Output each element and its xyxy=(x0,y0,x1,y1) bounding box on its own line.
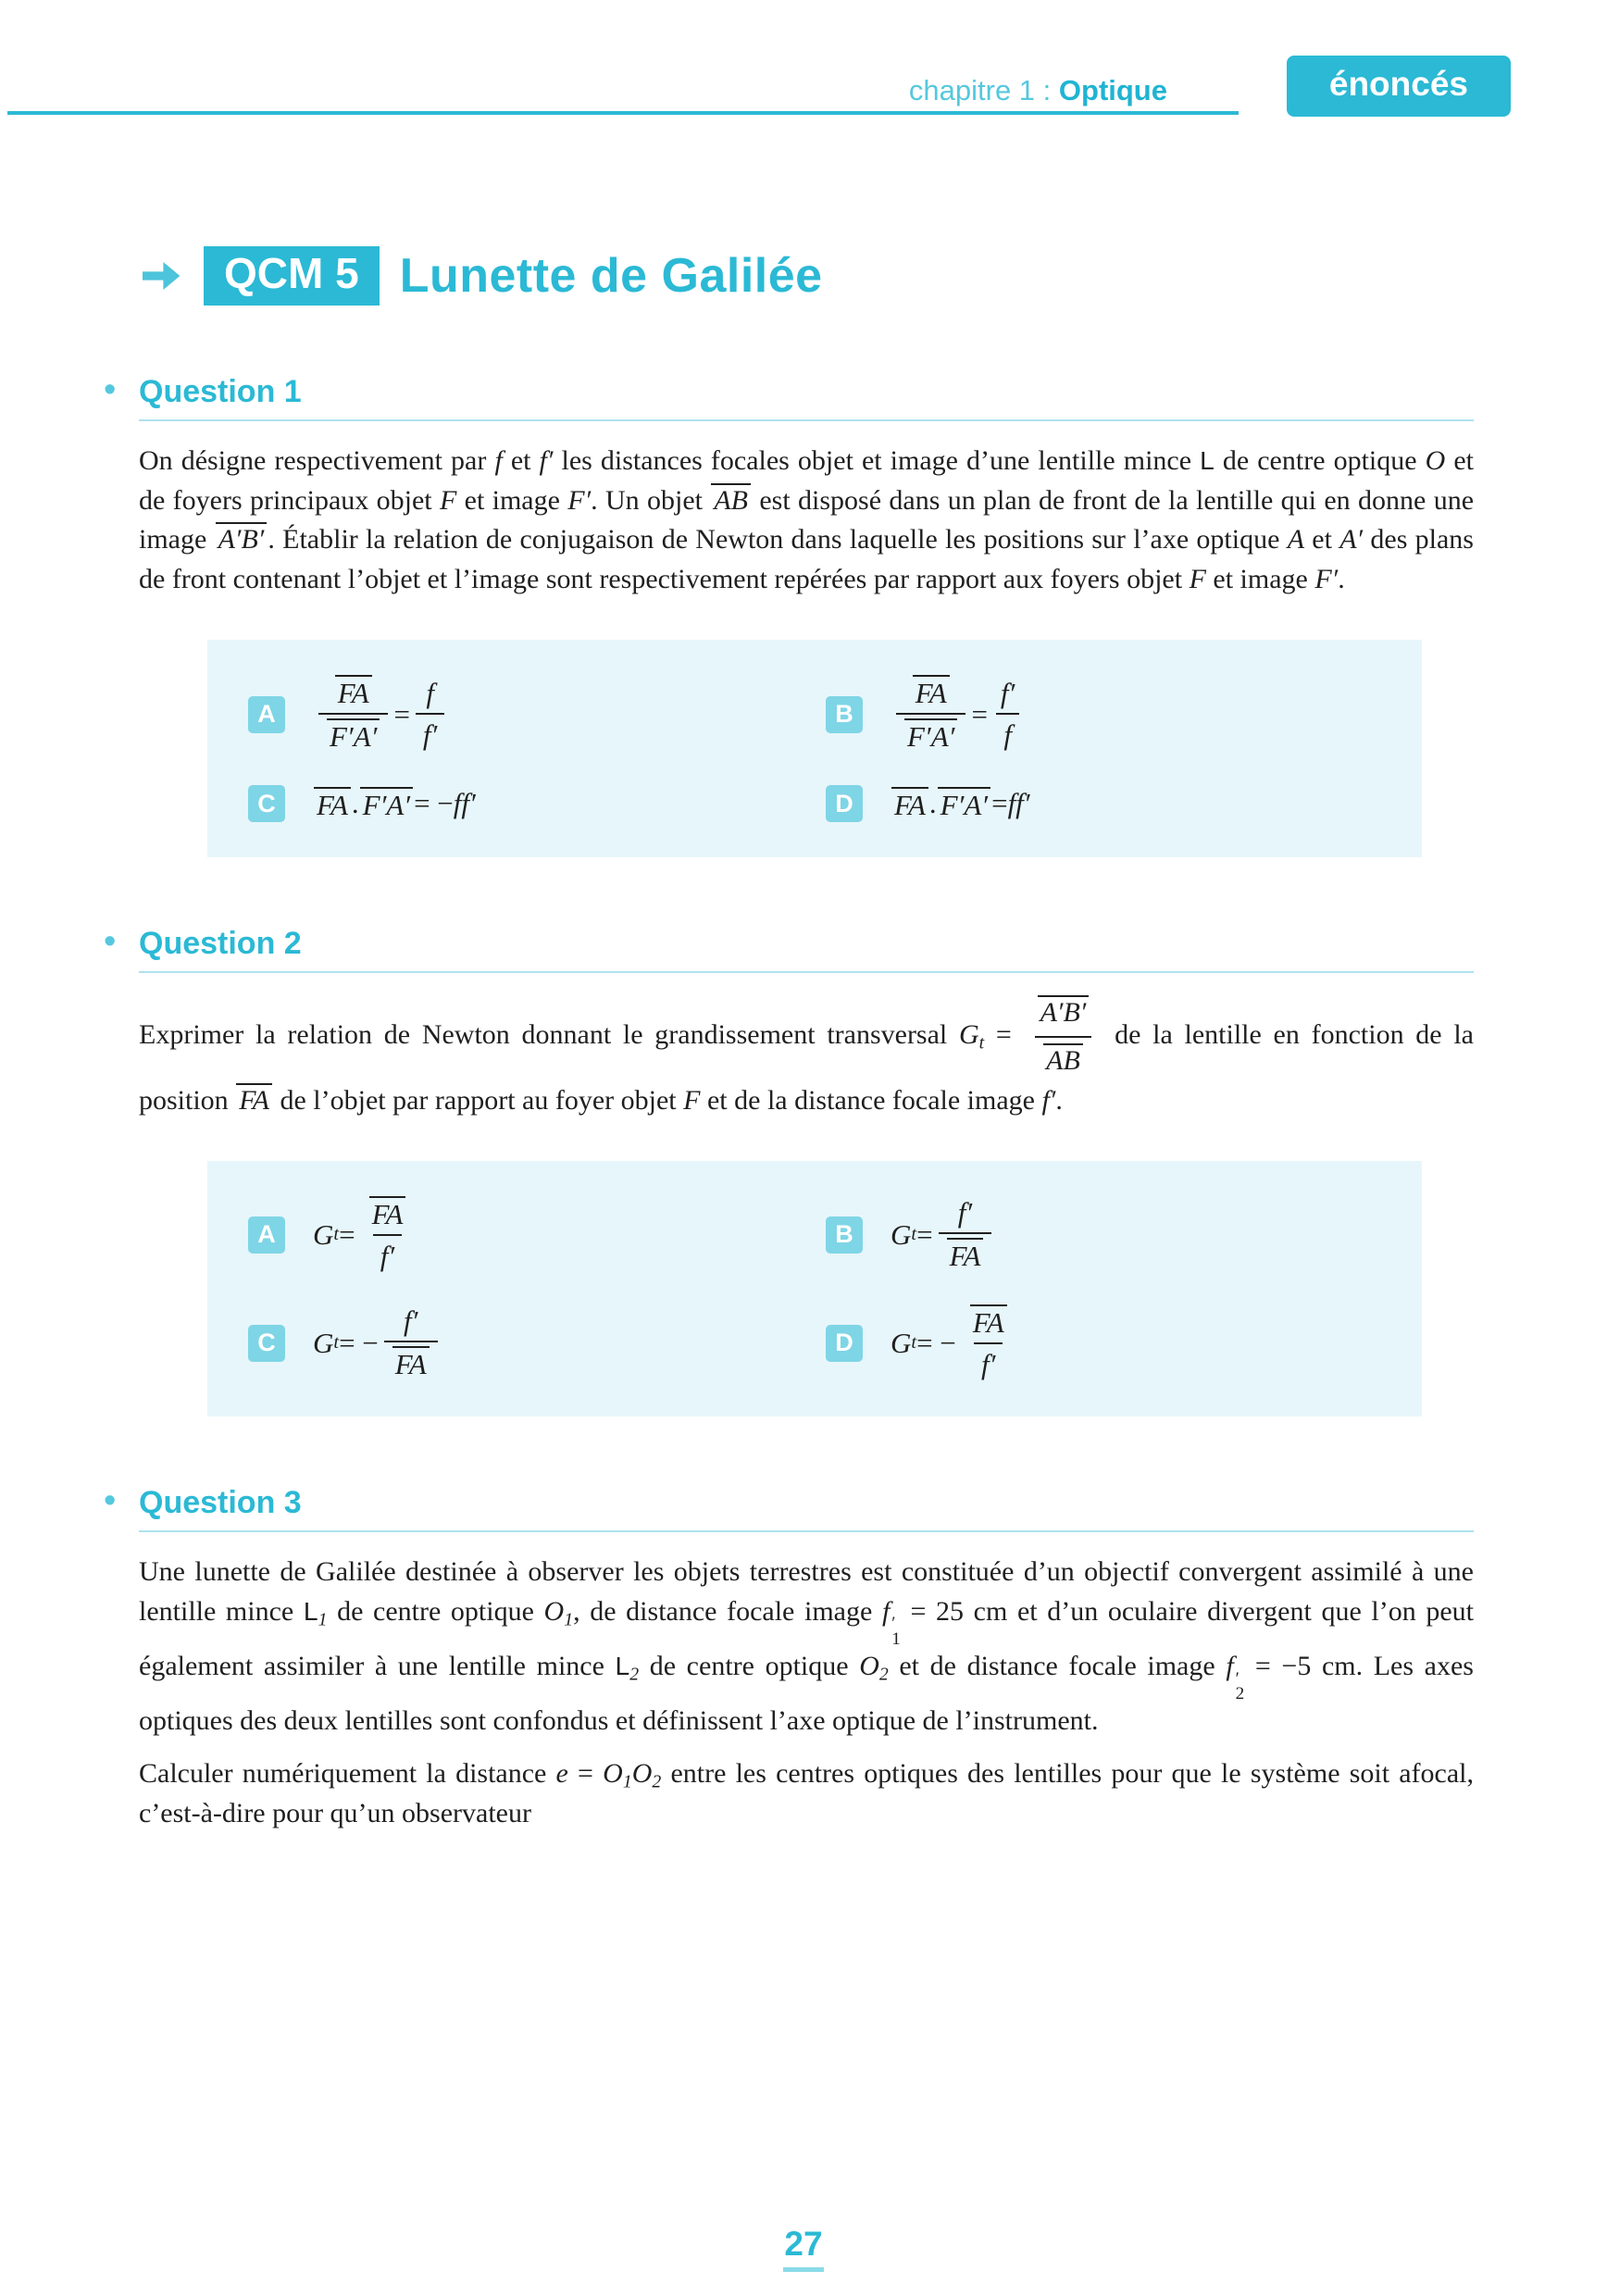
header-divider xyxy=(7,111,1239,115)
question-1-label: Question 1 xyxy=(139,374,302,409)
enonces-tab: énoncés xyxy=(1287,56,1511,117)
option-b-formula: G t = $\frac{f'}{FA}$ xyxy=(891,1196,997,1273)
bullet-icon: • xyxy=(104,922,117,962)
option-c-formula: FA . F′A′ = − ff′ xyxy=(313,787,476,820)
option-b-letter: B xyxy=(826,1217,863,1254)
option-d xyxy=(826,1304,1381,1381)
question-3-section xyxy=(104,1481,1475,1834)
bullet-icon: • xyxy=(104,1481,117,1521)
arrow-right-icon xyxy=(139,256,183,295)
chapter-name: Optique xyxy=(1058,74,1167,106)
option-d-formula: FA . F′A′ = ff′ xyxy=(891,787,1030,820)
option-d-formula: G t = − $\frac{FA}{f'}$ xyxy=(891,1304,1021,1381)
option-c-letter: C xyxy=(248,785,285,822)
question-3-heading xyxy=(104,1481,1474,1532)
option-d-letter: D xyxy=(826,785,863,822)
question-1-section xyxy=(104,370,1475,857)
option-c-formula: G t = − $\frac{f'}{FA}$ xyxy=(313,1304,443,1381)
option-a xyxy=(248,675,804,754)
page-number: 27 xyxy=(784,2225,823,2263)
option-c xyxy=(248,1304,804,1381)
option-b xyxy=(826,675,1381,754)
option-a-letter: A xyxy=(248,1217,285,1254)
question-2-section xyxy=(104,922,1475,1416)
question-2-label: Question 2 xyxy=(139,926,302,962)
question-1-text: On désigne respectivement par f et f′ les distances focales objet et image d’une lentille mince L de centre optique O et de foyers principaux objet F et image F′. Un objet AB est disposé dans un plan de front de la lentille qui en donne une image A′B′ . Établir la relation de conjugaison de Newton dans laquelle les positions sur l’axe optique A et A′ des plans de front contenant l’objet et l’image sont respectivement repérées par rapport aux foyers objet F et image F′. xyxy=(139,445,1475,594)
bullet-icon: • xyxy=(104,370,117,409)
qcm-title-row xyxy=(139,246,1474,306)
option-a xyxy=(248,1196,804,1273)
main-content xyxy=(0,246,1607,1834)
option-b-letter: B xyxy=(826,696,863,733)
option-d xyxy=(826,785,1381,822)
question-2-text: Exprimer la relation de Newton donnant le grandissement transversal Gt = $\frac{A'B'}{AB}$ de la lentille en fonction de la position FA de l’objet par rapport au foyer objet F et de la distance focale image f′. xyxy=(139,997,1475,1116)
question-1-heading xyxy=(104,370,1474,421)
page-title: Lunette de Galilée xyxy=(399,249,823,303)
option-a-formula: G t = $\frac{FA}{f'}$ xyxy=(313,1196,419,1273)
option-c-letter: C xyxy=(248,1325,285,1362)
qcm-badge: QCM 5 xyxy=(204,246,380,306)
option-b xyxy=(826,1196,1381,1273)
option-a-letter: A xyxy=(248,696,285,733)
question-3-label: Question 3 xyxy=(139,1485,302,1521)
page-number-underline xyxy=(783,2267,824,2272)
question-3-text-paragraph-1: Une lunette de Galilée destinée à observer les objets terrestres est constituée d’un objectif convergent assimilé à une lentille mince L1 de centre optique O1, de distance focale image f ′ 1 = 25 cm et d’un oculaire divergent que l’on peut également assimiler à une lentille mince L2 de centre optique O2 et de distance focale image f ′ 2 = −5 cm. Les axes optiques des deux lentilles sont confondus et définissent l’axe optique de l’instrument. xyxy=(139,1556,1475,1737)
page-footer xyxy=(0,2225,1607,2272)
option-c xyxy=(248,785,804,822)
question-3-text-paragraph-2: Calculer numériquement la distance e = O1O2 entre les centres optiques des lentilles pour que le système soit afocal, c’est-à-dire pour qu’un observateur xyxy=(139,1757,1474,1829)
option-d-letter: D xyxy=(826,1325,863,1362)
chapter-breadcrumb xyxy=(909,74,1167,107)
chapter-prefix: chapitre 1 : xyxy=(908,74,1059,106)
option-b-formula: $\frac{FA}{F'A'}$ = $\frac{f'}{f}$ xyxy=(891,675,1028,754)
question-1-options-box xyxy=(207,640,1422,857)
option-a-formula: $\frac{FA}{F'A'}$ = $\frac{f}{f'}$ xyxy=(313,675,450,754)
page-header xyxy=(0,0,1607,157)
question-2-options-box xyxy=(207,1161,1422,1416)
question-2-heading xyxy=(104,922,1474,973)
